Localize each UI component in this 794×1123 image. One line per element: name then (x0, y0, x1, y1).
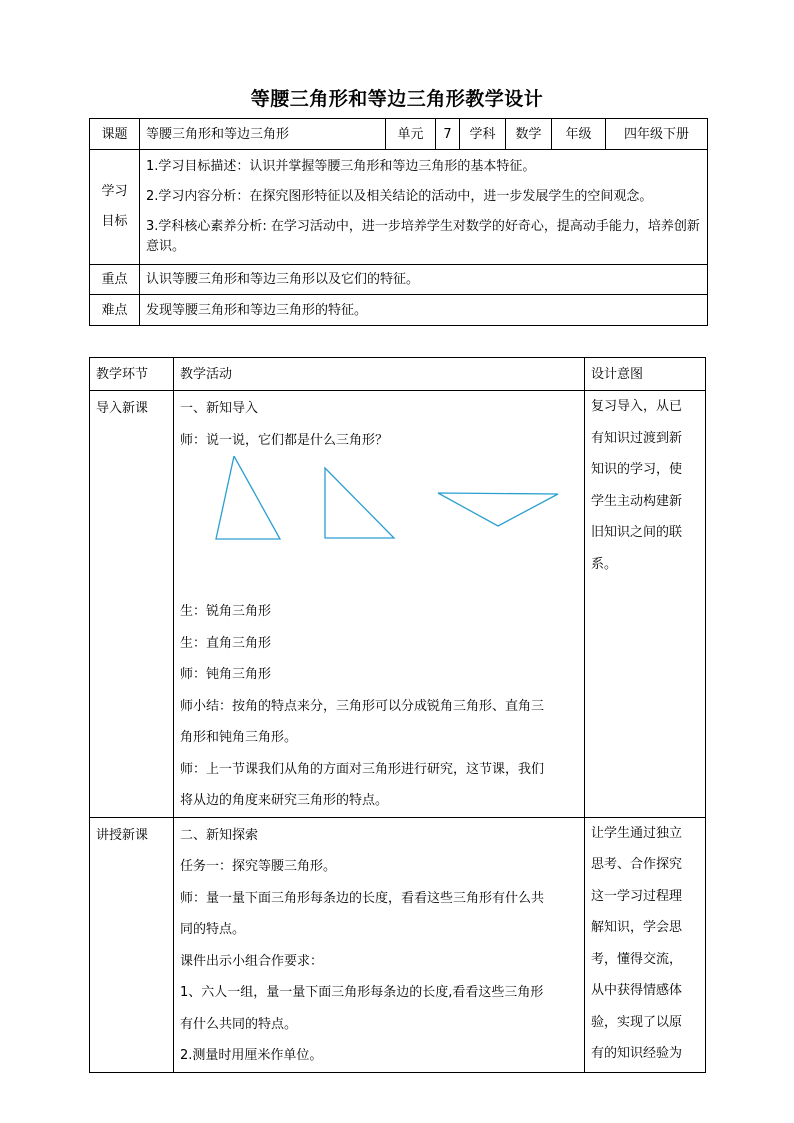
key-label: 重点 (90, 265, 140, 295)
intent-line: 这一学习过程理 (591, 888, 683, 904)
stage-new: 讲授新课 (90, 817, 174, 1072)
activities-intro (174, 391, 585, 818)
intent-line: 从中获得情感体 (591, 983, 683, 998)
activities-new (174, 817, 585, 1072)
stage-intro: 导入新课 (90, 391, 174, 818)
activity-line: 将从边的角度来研究三角形的特点。 (180, 793, 389, 808)
intent-line: 验，实现了以原 (591, 1014, 683, 1030)
goals-label-line-1: 学习 (101, 184, 128, 199)
goal-item: 3.学科核心素养分析: 在学习活动中，进一步培养学生对数学的好奇心，提高动手能力，培养创新意识。 (146, 219, 700, 254)
topic-label: 课题 (90, 119, 140, 150)
activity-line: 同的特点。 (180, 922, 246, 937)
activity-line: 生：锐角三角形 (180, 604, 272, 619)
subject-value: 数学 (506, 119, 552, 150)
lesson-table (89, 357, 706, 1073)
goals-label (90, 150, 140, 265)
activity-line: 师小结：按角的特点来分，三角形可以分成锐角三角形、直角三 (180, 698, 545, 714)
intent-line: 考，懂得交流， (591, 951, 683, 967)
info-table (89, 118, 708, 326)
triangle-figures (180, 456, 578, 596)
intent-line: 解知识，学会思 (591, 920, 683, 935)
activity-line: 有什么共同的特点。 (180, 1016, 298, 1032)
obtuse-triangle (438, 493, 558, 526)
intent-line: 学生主动构建新 (591, 493, 683, 509)
acute-triangle (216, 456, 280, 539)
activity-line: 二、新知探索 (180, 827, 259, 843)
difficulty-label: 难点 (90, 295, 140, 326)
activity-line: 生：直角三角形 (180, 635, 272, 651)
unit-value: 7 (436, 119, 460, 150)
grade-label: 年级 (552, 119, 606, 150)
activity-line: 师：钝角三角形 (180, 667, 272, 682)
activity-line: 一、新知导入 (180, 401, 259, 416)
intent-line: 思考、合作探究 (591, 857, 683, 872)
activity-line: 角形和钝角三角形。 (180, 730, 298, 745)
intent-line: 让学生通过独立 (591, 825, 683, 841)
header-activities: 教学活动 (174, 358, 585, 391)
activity-line: 师：上一节课我们从角的方面对三角形进行研究，这节课，我们 (180, 761, 545, 777)
goals-cell (140, 150, 708, 265)
difficulty-value: 发现等腰三角形和等边三角形的特征。 (140, 295, 708, 326)
intent-line: 旧知识之间的联 (591, 525, 683, 540)
page-title: 等腰三角形和等边三角形教学设计 (250, 88, 544, 110)
intent-line: 系。 (591, 556, 618, 572)
right-triangle (325, 468, 394, 538)
unit-label: 单元 (386, 119, 436, 150)
activity-line: 1、六人一组，量一量下面三角形每条边的长度,看看这些三角形 (180, 985, 544, 1000)
goal-item: 1.学习目标描述：认识并掌握等腰三角形和等边三角形的基本特征。 (146, 159, 536, 174)
goals-label-line-2: 目标 (101, 214, 128, 229)
header-intent: 设计意图 (585, 358, 706, 391)
activity-line: 任务一：探究等腰三角形。 (180, 859, 337, 874)
activity-line: 师：说一说，它们都是什么三角形？ (180, 432, 389, 448)
key-value: 认识等腰三角形和等边三角形以及它们的特征。 (140, 265, 708, 295)
subject-label: 学科 (460, 119, 506, 150)
activity-line: 师：量一量下面三角形每条边的长度，看看这些三角形有什么共 (180, 890, 545, 906)
grade-value: 四年级下册 (606, 119, 708, 150)
intent-intro (585, 391, 706, 818)
activity-line: 课件出示小组合作要求： (180, 953, 324, 969)
intent-line: 有知识过渡到新 (591, 430, 683, 446)
activity-line: 2.测量时用厘米作单位。 (180, 1048, 323, 1063)
topic-value: 等腰三角形和等边三角形 (140, 119, 386, 150)
intent-new (585, 817, 706, 1072)
intent-line: 有的知识经验为 (591, 1046, 683, 1061)
intent-line: 知识的学习，使 (591, 462, 683, 477)
goal-item: 2.学习内容分析：在探究图形特征以及相关结论的活动中，进一步发展学生的空间观念。 (146, 189, 653, 204)
header-stage: 教学环节 (90, 358, 174, 391)
intent-line: 复习导入，从已 (591, 399, 683, 414)
